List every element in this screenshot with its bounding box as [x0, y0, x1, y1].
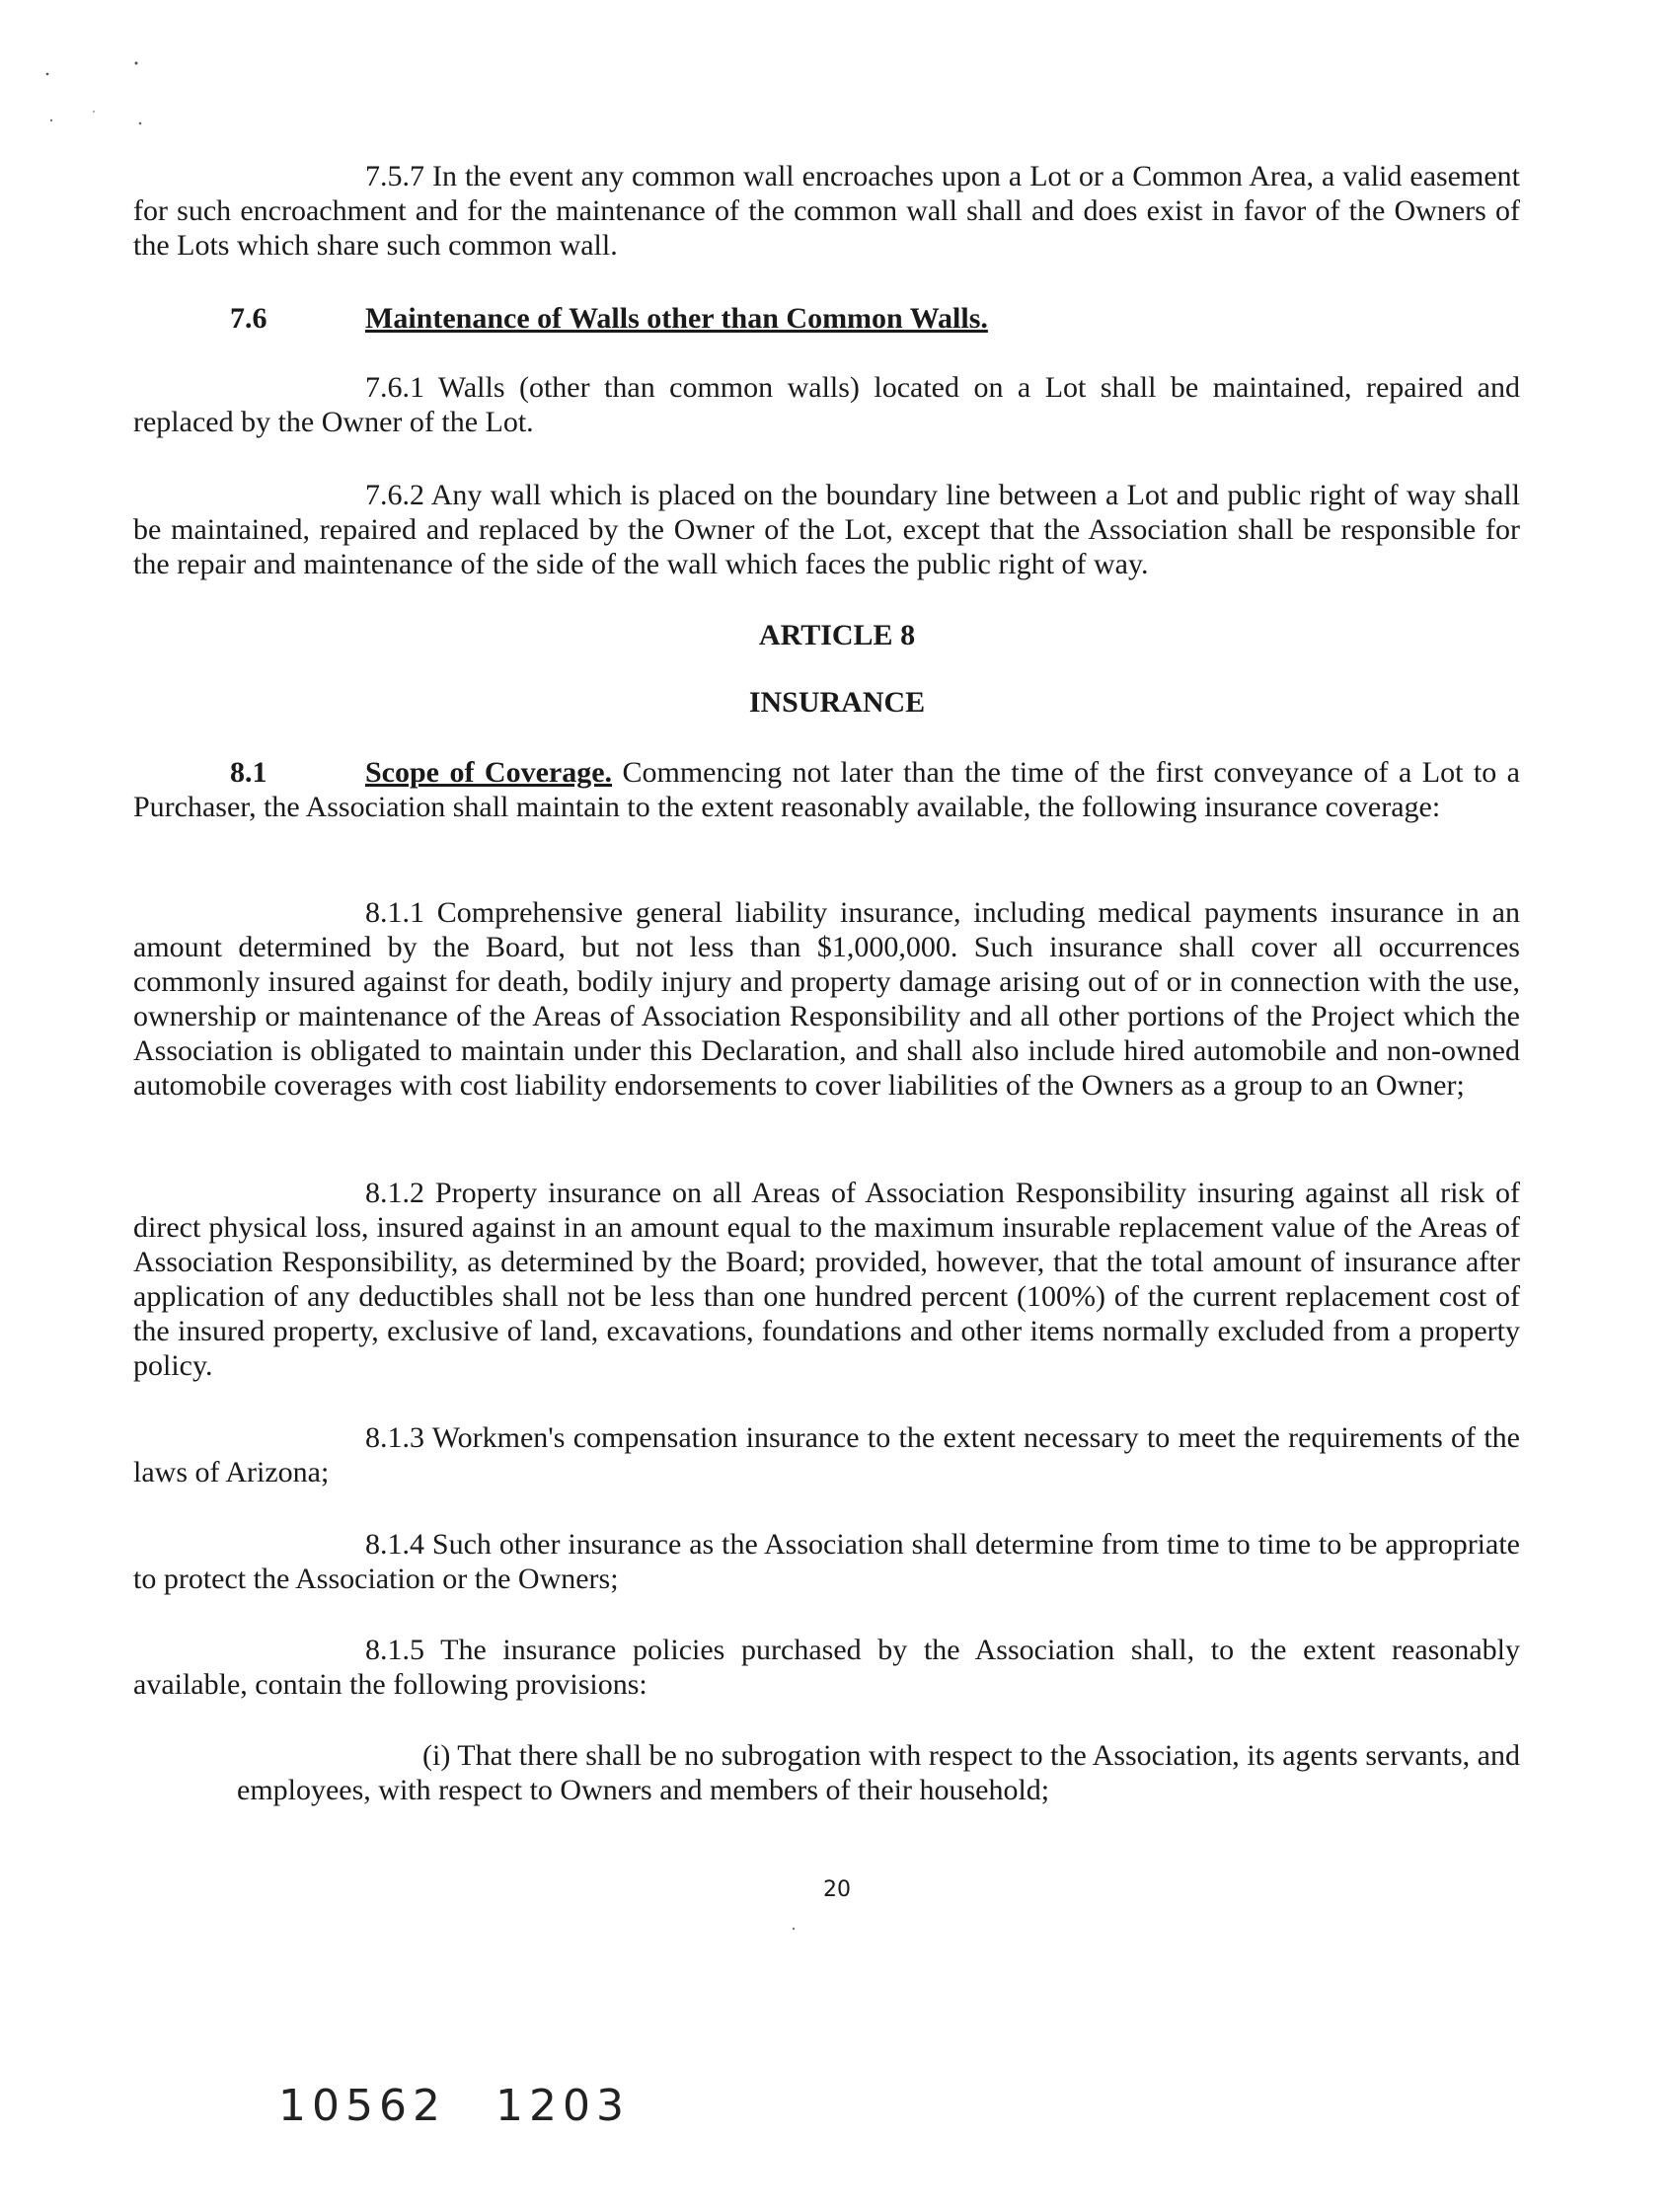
section-title: Scope of Coverage.: [365, 756, 613, 789]
section-number: 8.1: [230, 756, 267, 789]
scan-speck: [46, 73, 49, 76]
section-number: 7.6: [230, 302, 267, 335]
paragraph-8-1-1: 8.1.1 Comprehensive general liability insurance, including medical payments insurance in an amount determined by the Board, but not less than $1,000,000. Such insurance shall cover all occurrences commonly insured against for death, bodily injury and property damage arising out of or in connection with the use, ownership or maintenance of the Areas of Association Responsibility and all other portions of the Project which the Association is obligated to maintain under this Declaration, and shall also include hired automobile and non-owned automobile coverages with cost liability endorsements to cover liabilities of the Owners as a group to an Owner;: [133, 896, 1520, 1102]
section-title: Maintenance of Walls other than Common Walls.: [365, 302, 988, 335]
paragraph-8-1-5: 8.1.5 The insurance policies purchased by the Association shall, to the extent reasonably available, contain the following provisions:: [133, 1634, 1520, 1701]
paragraph-8-1-2: 8.1.2 Property insurance on all Areas of Association Responsibility insuring against all risk of direct physical loss, insured against in an amount equal to the maximum insurable replacement value of the Areas of Association Responsibility, as determined by the Board; provided, however, that the total amount of insurance after application of any deductibles shall not be less than one hundred percent (100%) of the current replacement cost of the insured property, exclusive of land, excavations, foundations and other items normally excluded from a property policy.: [133, 1177, 1520, 1382]
scan-speck: [790, 1925, 799, 1935]
section-text: Commencing not later than the time of the first conveyance of a Lot to a Purchaser, the Association shall maintain to the extent reasonably available, the following insurance coverage:: [133, 756, 1520, 823]
article-number: ARTICLE 8: [758, 619, 916, 651]
scan-specks: [0, 0, 197, 138]
section-8-1: [133, 755, 1520, 824]
paragraph-8-1-4: 8.1.4 Such other insurance as the Association shall determine from time to time to be appropriate to protect the Association or the Owners;: [133, 1528, 1520, 1595]
paragraph-7-5-7: 7.5.7 In the event any common wall encroaches upon a Lot or a Common Area, a valid easement for such encroachment and for the maintenance of the common wall shall and does exist in favor of the Owners of the Lots which share such common wall.: [133, 160, 1520, 262]
recording-stamp: [278, 2081, 630, 2131]
scan-speck: [135, 62, 138, 65]
paragraph-8-1-3: 8.1.3 Workmen's compensation insurance to the extent necessary to meet the requirements of the laws of Arizona;: [133, 1421, 1520, 1488]
paragraph-7-6-1: 7.6.1 Walls (other than common walls) located on a Lot shall be maintained, repaired and replaced by the Owner of the Lot.: [133, 371, 1520, 438]
article-title: INSURANCE: [748, 686, 926, 719]
scan-speck: [50, 119, 52, 121]
scan-speck: [93, 111, 95, 113]
paragraph-8-1-5-i: (i) That there shall be no subrogation with respect to the Association, its agents servants, and employees, with respect to Owners and members of their household;: [237, 1739, 1520, 1806]
paragraph-7-6-2: 7.6.2 Any wall which is placed on the boundary line between a Lot and public right of way shall be maintained, repaired and replaced by the Owner of the Lot, except that the Association shall be responsible for the repair and maintenance of the side of the wall which faces the public right of way.: [133, 479, 1520, 580]
scan-speck: [139, 122, 142, 125]
recording-book-number: 10562: [278, 2081, 446, 2131]
section-heading-7-6: [230, 301, 988, 336]
page-number: 20: [823, 1877, 851, 1902]
recording-page-number: 1203: [495, 2081, 630, 2131]
